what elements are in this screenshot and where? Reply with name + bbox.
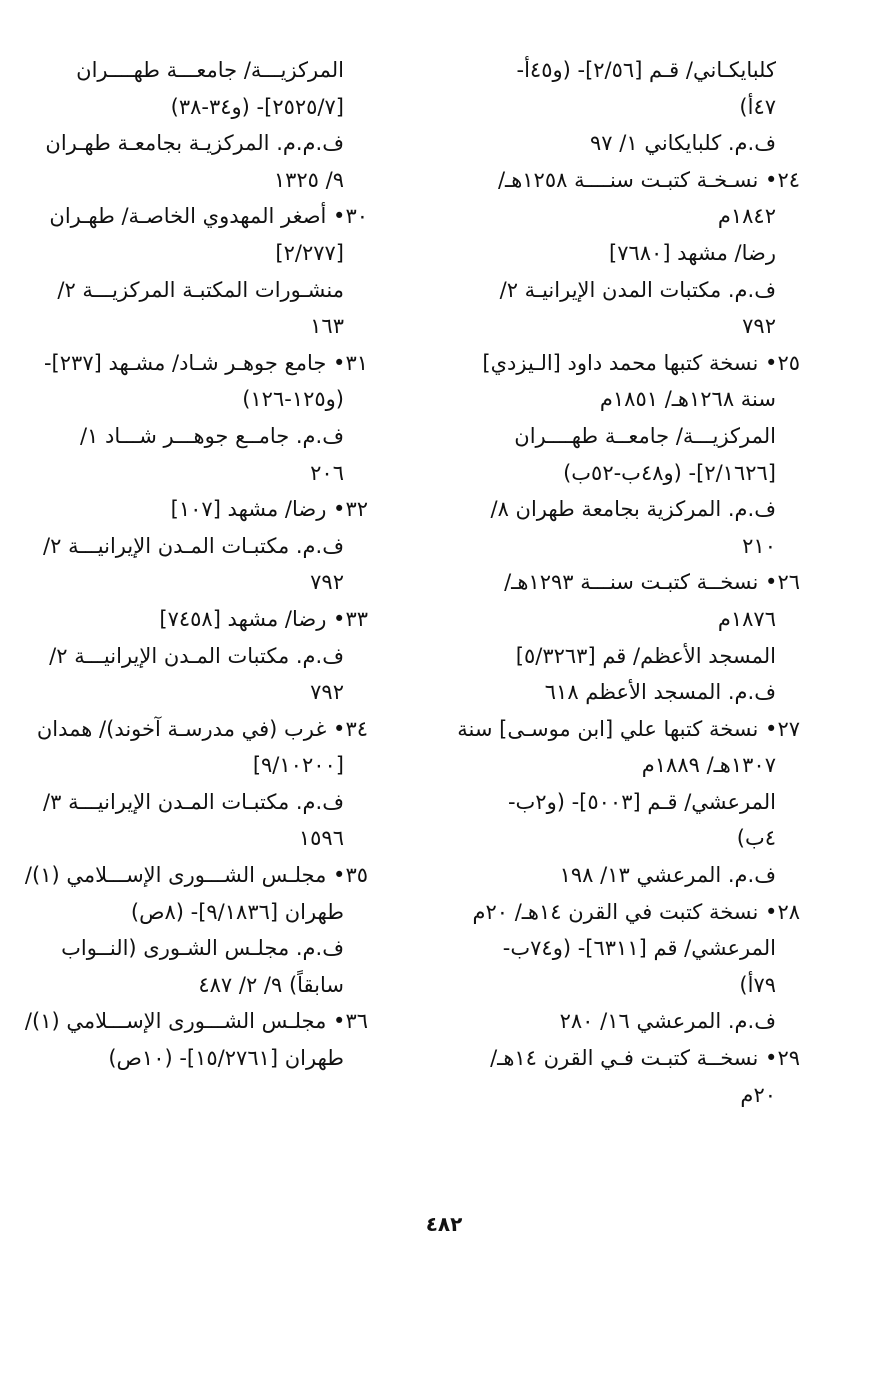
left-column-line: ف.م. مكتبـات المـدن الإيرانيـــة ٣/ [43,789,344,814]
right-column-line: ٤٧أ) [739,94,776,119]
right-column-line: ف.م. المرعشي ١٦/ ٢٨٠ [559,1009,776,1034]
left-column-line: (و١٢٥-١٢٦) [242,387,344,412]
left-column-line: ٣٢• رضا/ مشهد [١٠٧] [170,497,368,522]
right-column-line: ف.م. كلبايكاني ١/ ٩٧ [590,131,776,156]
right-column-line: ٢٦• نسخــة كتبـت سنـــة ١٢٩٣هـ/ [504,570,800,595]
left-column-line: ٧٩٢ [310,680,344,705]
right-column-line: ١٨٤٢م [717,204,776,229]
left-column-line: منشـورات المكتبـة المركزيـــة ٢/ [57,277,344,302]
right-column-line: ٧٩٢ [742,314,776,339]
right-column-line: رضا/ مشهد [٧٦٨٠] [608,240,776,265]
right-column-line: المركزيـــة/ جامعــة طهــــران [514,423,776,448]
right-column-line: ١٣٠٧هـ/ ١٨٨٩م [641,753,776,778]
right-column-line: ف.م. المرعشي ١٣/ ١٩٨ [559,863,776,888]
left-column-line: ف.م. مكتبـات المـدن الإيرانيـــة ٢/ [43,533,344,558]
right-column-line: كلبايكـاني/ قـم [٢/٥٦]- (و٤٥أ- [516,58,776,82]
left-column-line: ٧٩٢ [310,570,344,595]
right-column-line: ف.م. المركزية بجامعة طهران ٨/ [490,497,776,522]
left-column-line: [٢٥٢٥/٧]- (و٣٤-٣٨) [170,94,344,119]
left-column-line: ف.م. جامــع جوهـــر شـــاد ١/ [79,423,344,448]
right-column-line: ٧٩أ) [739,972,776,997]
left-column-line: ٣٥• مجلـس الشـــورى الإســـلامي (١)/ [24,863,368,888]
right-column-line: [٢/١٦٢٦]- (و٤٨ب-٥٢ب) [563,460,776,485]
left-column-line: ١٥٩٦ [298,826,344,851]
left-column [24,52,368,1077]
right-column-line: ٢٤• نسـخـة كتبـت سنــــة ١٢٥٨هـ/ [497,167,800,192]
right-column-line: ١٨٧٦م [717,606,776,631]
right-column-line: المسجد الأعظم/ قم [٥/٣٢٦٣] [515,643,776,668]
left-column-line: [٩/١٠٢٠٠] [252,753,344,778]
left-column-line: سابقاً) ٩/ ٢/ ٤٨٧ [198,972,344,997]
right-column-line: ٢٥• نسخة كتبها محمد داود [الـيزدي] [482,350,800,375]
left-column-line: ٣٤• غرب (في مدرسـة آخوند)/ همدان [36,716,368,741]
left-column-line: المركزيـــة/ جامعـــة طهــــران [76,58,344,82]
left-column-line: طهران [١٥/٢٧٦١]- (١٠ص) [108,1046,344,1071]
right-column-line: ف.م. مكتبات المدن الإيرانيـة ٢/ [499,277,776,302]
left-column-line: طهران [٩/١٨٣٦]- (٨ص) [130,899,344,924]
left-column-line: ف.م. مكتبات المـدن الإيرانيـــة ٢/ [49,643,344,668]
right-column-line: المرعشي/ قـم [٥٠٠٣]- (و٢ب- [507,789,776,814]
right-column-line: ٢١٠ [742,533,776,558]
right-column-line: ٢٩• نسخــة كتبـت فـي القرن ١٤هـ/ [490,1046,800,1071]
right-column-line: ٢٠م [740,1082,776,1107]
left-column-line: ف.م.م. المركزيـة بجامعـة طهـران [45,131,344,156]
right-column-line: سنة ١٢٦٨هـ/ ١٨٥١م [599,387,776,412]
left-column-line: ٣٠• أصغر المهدوي الخاصـة/ طهـران [49,204,368,229]
left-column-line: ٣٣• رضا/ مشهد [٧٤٥٨] [159,606,368,631]
left-column-line: ٣١• جامع جوهـر شـاد/ مشـهد [٢٣٧]- [43,350,368,375]
right-column-line: ٢٧• نسخة كتبها علي [ابن موسـى] سنة [457,716,800,741]
left-column-line: ٢٠٦ [310,460,344,485]
right-column-line: المرعشي/ قم [٦٣١١]- (و٧٤ب- [502,936,776,961]
left-column-line: ٣٦• مجلـس الشـــورى الإســـلامي (١)/ [24,1009,368,1034]
right-column [440,52,800,1113]
right-column-line: ف.م. المسجد الأعظم ٦١٨ [544,680,776,705]
left-column-line: ف.م. مجلـس الشـورى (النــواب [61,936,344,961]
left-column-line: [٢/٢٧٧] [275,240,344,265]
left-column-line: ١٦٣ [310,314,344,339]
right-column-line: ٢٨• نسخة كتبت في القرن ١٤هـ/ ٢٠م [472,899,800,924]
right-column-line: ٤ب) [736,826,776,851]
left-column-line: ٩/ ١٣٢٥ [273,167,344,192]
page-number: ٤٨٢ [425,1212,463,1236]
